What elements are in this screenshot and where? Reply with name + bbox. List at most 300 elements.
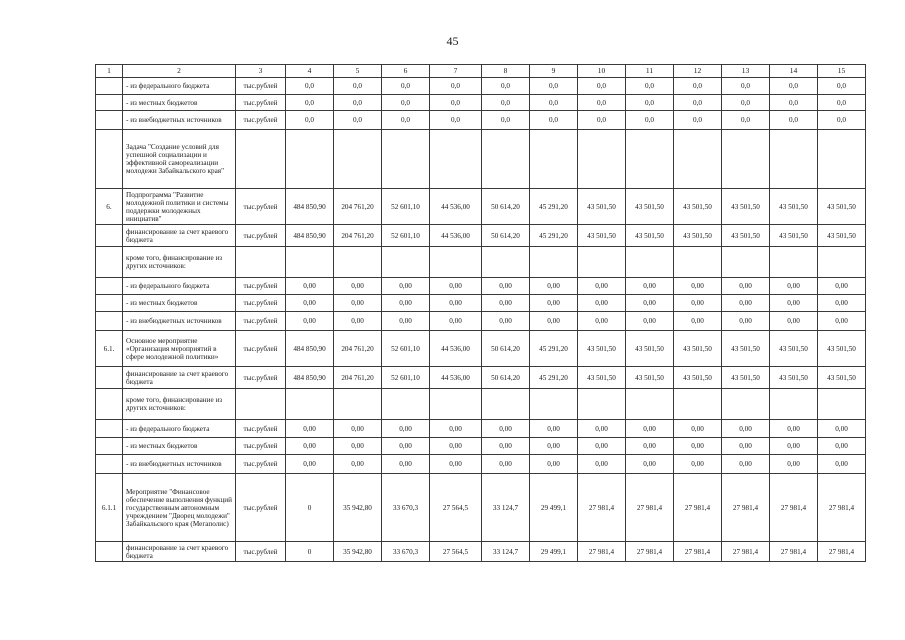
table-row	[96, 420, 866, 438]
row-name-cell: - из внебюджетных источников	[123, 312, 236, 331]
value-cell: 43 501,50	[770, 367, 818, 389]
value-cell: 43 501,50	[722, 225, 770, 247]
value-cell: 0,00	[674, 438, 722, 455]
value-cell: 45 291,20	[530, 331, 578, 367]
unit-cell: тыс.рублей	[236, 111, 286, 130]
value-cell: 43 501,50	[674, 331, 722, 367]
value-cell: 0,00	[482, 312, 530, 331]
value-cell: 27 981,4	[674, 474, 722, 542]
budget-table	[95, 64, 866, 562]
value-cell: 0,00	[286, 420, 334, 438]
value-cell	[578, 247, 626, 278]
value-cell: 0,00	[818, 278, 866, 295]
value-cell: 0,0	[382, 78, 430, 95]
value-cell	[674, 247, 722, 278]
value-cell	[382, 247, 430, 278]
unit-cell: тыс.рублей	[236, 455, 286, 474]
row-number-cell	[96, 247, 123, 278]
value-cell: 45 291,20	[530, 189, 578, 225]
value-cell: 0,0	[530, 78, 578, 95]
row-number-cell	[96, 438, 123, 455]
value-cell	[722, 130, 770, 189]
value-cell	[334, 389, 382, 420]
value-cell	[286, 247, 334, 278]
column-number: 1	[96, 65, 123, 78]
value-cell: 0,00	[626, 455, 674, 474]
value-cell: 43 501,50	[578, 225, 626, 247]
value-cell	[770, 130, 818, 189]
value-cell	[674, 130, 722, 189]
table-row	[96, 331, 866, 367]
value-cell: 0	[286, 542, 334, 562]
row-number-cell	[96, 455, 123, 474]
value-cell: 484 850,90	[286, 189, 334, 225]
value-cell	[334, 130, 382, 189]
row-number-cell	[96, 111, 123, 130]
value-cell: 0,00	[530, 278, 578, 295]
row-number-cell	[96, 278, 123, 295]
value-cell: 0,0	[818, 111, 866, 130]
value-cell: 0,00	[482, 420, 530, 438]
unit-cell: тыс.рублей	[236, 225, 286, 247]
value-cell: 33 124,7	[482, 474, 530, 542]
value-cell: 33 670,3	[382, 474, 430, 542]
value-cell: 50 614,20	[482, 189, 530, 225]
row-number-cell	[96, 95, 123, 111]
value-cell: 0,00	[770, 295, 818, 312]
column-number: 4	[286, 65, 334, 78]
value-cell	[578, 130, 626, 189]
value-cell	[382, 130, 430, 189]
value-cell: 0,00	[482, 295, 530, 312]
unit-cell: тыс.рублей	[236, 278, 286, 295]
unit-cell: тыс.рублей	[236, 331, 286, 367]
value-cell	[578, 389, 626, 420]
value-cell: 0,00	[430, 278, 482, 295]
value-cell: 0,00	[530, 420, 578, 438]
value-cell: 27 981,4	[818, 542, 866, 562]
row-name-cell: кроме того, финансирование из других источников:	[123, 247, 236, 278]
table-row	[96, 247, 866, 278]
value-cell	[674, 389, 722, 420]
value-cell: 0,0	[770, 111, 818, 130]
value-cell: 50 614,20	[482, 367, 530, 389]
column-number: 8	[482, 65, 530, 78]
row-number-cell	[96, 312, 123, 331]
unit-cell: тыс.рублей	[236, 542, 286, 562]
value-cell: 0,00	[382, 455, 430, 474]
value-cell: 0,00	[578, 438, 626, 455]
unit-cell	[236, 247, 286, 278]
value-cell: 0,00	[770, 312, 818, 331]
value-cell: 0,0	[530, 111, 578, 130]
unit-cell: тыс.рублей	[236, 367, 286, 389]
value-cell: 0,0	[430, 111, 482, 130]
value-cell: 0,00	[430, 420, 482, 438]
value-cell	[722, 247, 770, 278]
value-cell: 27 981,4	[578, 542, 626, 562]
value-cell: 0,0	[770, 95, 818, 111]
column-number: 3	[236, 65, 286, 78]
value-cell: 50 614,20	[482, 225, 530, 247]
row-name-cell: - из местных бюджетов	[123, 438, 236, 455]
value-cell: 0,0	[818, 78, 866, 95]
value-cell: 0,0	[578, 95, 626, 111]
value-cell: 43 501,50	[770, 331, 818, 367]
row-name-cell: финансирование за счет краевого бюджета	[123, 542, 236, 562]
column-number: 15	[818, 65, 866, 78]
table-row	[96, 189, 866, 225]
value-cell	[482, 247, 530, 278]
column-number: 10	[578, 65, 626, 78]
value-cell	[334, 247, 382, 278]
value-cell: 0,00	[286, 278, 334, 295]
value-cell: 0,0	[674, 111, 722, 130]
row-name-cell: - из федерального бюджета	[123, 420, 236, 438]
value-cell: 43 501,50	[722, 367, 770, 389]
value-cell	[626, 130, 674, 189]
column-number: 11	[626, 65, 674, 78]
value-cell: 0,00	[818, 455, 866, 474]
row-name-cell: финансирование за счет краевого бюджета	[123, 225, 236, 247]
value-cell: 0	[286, 474, 334, 542]
value-cell: 0,00	[334, 438, 382, 455]
value-cell: 52 601,10	[382, 189, 430, 225]
value-cell: 27 981,4	[770, 474, 818, 542]
value-cell	[722, 389, 770, 420]
column-number-row	[96, 65, 866, 78]
value-cell: 27 564,5	[430, 542, 482, 562]
value-cell: 0,00	[430, 438, 482, 455]
value-cell: 484 850,90	[286, 331, 334, 367]
unit-cell: тыс.рублей	[236, 189, 286, 225]
value-cell: 0,00	[626, 420, 674, 438]
value-cell: 204 761,20	[334, 189, 382, 225]
value-cell	[530, 247, 578, 278]
value-cell: 0,00	[334, 420, 382, 438]
value-cell: 43 501,50	[674, 367, 722, 389]
value-cell: 0,00	[770, 438, 818, 455]
column-number: 12	[674, 65, 722, 78]
value-cell: 0,00	[382, 438, 430, 455]
column-number: 5	[334, 65, 382, 78]
value-cell: 43 501,50	[722, 189, 770, 225]
value-cell: 0,00	[334, 455, 382, 474]
value-cell: 0,00	[382, 295, 430, 312]
value-cell: 43 501,50	[770, 225, 818, 247]
row-number-cell	[96, 78, 123, 95]
value-cell: 0,0	[382, 111, 430, 130]
table-row	[96, 111, 866, 130]
value-cell: 0,00	[818, 420, 866, 438]
table-body	[96, 65, 866, 562]
row-number-cell	[96, 225, 123, 247]
row-number-cell	[96, 389, 123, 420]
value-cell: 0,00	[818, 312, 866, 331]
table-row	[96, 367, 866, 389]
value-cell	[430, 130, 482, 189]
value-cell: 0,00	[286, 295, 334, 312]
value-cell	[626, 247, 674, 278]
value-cell: 0,00	[530, 295, 578, 312]
value-cell: 0,00	[382, 312, 430, 331]
value-cell: 43 501,50	[578, 367, 626, 389]
unit-cell	[236, 130, 286, 189]
value-cell	[482, 389, 530, 420]
value-cell: 0,00	[770, 278, 818, 295]
value-cell	[530, 389, 578, 420]
value-cell: 0,00	[722, 455, 770, 474]
table-row	[96, 389, 866, 420]
value-cell: 0,0	[430, 95, 482, 111]
value-cell: 0,00	[482, 455, 530, 474]
table-row	[96, 474, 866, 542]
value-cell: 33 670,3	[382, 542, 430, 562]
value-cell: 0,0	[722, 78, 770, 95]
unit-cell: тыс.рублей	[236, 438, 286, 455]
value-cell: 0,00	[674, 312, 722, 331]
row-name-cell: - из внебюджетных источников	[123, 455, 236, 474]
row-name-cell: - из федерального бюджета	[123, 78, 236, 95]
value-cell: 44 536,00	[430, 367, 482, 389]
table-row	[96, 438, 866, 455]
row-name-cell: - из местных бюджетов	[123, 295, 236, 312]
row-number-cell	[96, 130, 123, 189]
value-cell: 27 981,4	[674, 542, 722, 562]
value-cell	[818, 130, 866, 189]
value-cell: 27 981,4	[722, 542, 770, 562]
table-row	[96, 225, 866, 247]
column-number: 9	[530, 65, 578, 78]
table-row	[96, 295, 866, 312]
unit-cell: тыс.рублей	[236, 312, 286, 331]
table-row	[96, 312, 866, 331]
value-cell: 0,0	[334, 95, 382, 111]
value-cell: 0,0	[578, 111, 626, 130]
value-cell: 0,00	[626, 438, 674, 455]
value-cell: 0,0	[286, 78, 334, 95]
value-cell: 0,0	[626, 95, 674, 111]
value-cell: 0,00	[722, 438, 770, 455]
value-cell: 27 981,4	[578, 474, 626, 542]
value-cell: 0,00	[722, 278, 770, 295]
value-cell: 204 761,20	[334, 331, 382, 367]
column-number: 13	[722, 65, 770, 78]
value-cell: 0,00	[430, 455, 482, 474]
value-cell: 0,00	[626, 295, 674, 312]
value-cell: 0,0	[626, 78, 674, 95]
row-number-cell	[96, 420, 123, 438]
value-cell: 0,0	[578, 78, 626, 95]
table-row	[96, 78, 866, 95]
value-cell: 0,00	[770, 420, 818, 438]
value-cell: 43 501,50	[626, 331, 674, 367]
value-cell: 43 501,50	[722, 331, 770, 367]
row-name-cell: - из местных бюджетов	[123, 95, 236, 111]
value-cell: 0,00	[382, 278, 430, 295]
value-cell: 0,00	[286, 312, 334, 331]
unit-cell: тыс.рублей	[236, 420, 286, 438]
value-cell: 0,00	[578, 455, 626, 474]
value-cell: 0,00	[578, 420, 626, 438]
unit-cell: тыс.рублей	[236, 295, 286, 312]
value-cell: 0,0	[334, 78, 382, 95]
value-cell: 35 942,80	[334, 474, 382, 542]
value-cell: 0,0	[818, 95, 866, 111]
value-cell: 43 501,50	[818, 331, 866, 367]
value-cell: 0,00	[430, 312, 482, 331]
value-cell: 0,00	[482, 438, 530, 455]
value-cell: 44 536,00	[430, 189, 482, 225]
row-name-cell: Подпрограмма "Развитие молодежной политики и системы поддержки молодежных инициатив"	[123, 189, 236, 225]
value-cell: 0,00	[578, 278, 626, 295]
value-cell: 45 291,20	[530, 367, 578, 389]
value-cell: 0,0	[770, 78, 818, 95]
value-cell: 0,00	[770, 455, 818, 474]
row-name-cell: - из внебюджетных источников	[123, 111, 236, 130]
value-cell: 45 291,20	[530, 225, 578, 247]
value-cell: 484 850,90	[286, 367, 334, 389]
value-cell: 43 501,50	[770, 189, 818, 225]
value-cell: 44 536,00	[430, 331, 482, 367]
value-cell: 0,0	[530, 95, 578, 111]
unit-cell: тыс.рублей	[236, 78, 286, 95]
value-cell: 33 124,7	[482, 542, 530, 562]
value-cell: 0,00	[578, 312, 626, 331]
value-cell: 52 601,10	[382, 331, 430, 367]
value-cell: 27 564,5	[430, 474, 482, 542]
value-cell: 35 942,80	[334, 542, 382, 562]
value-cell: 27 981,4	[626, 542, 674, 562]
value-cell: 0,00	[482, 278, 530, 295]
value-cell	[770, 247, 818, 278]
table-row	[96, 455, 866, 474]
table-row	[96, 130, 866, 189]
row-name-cell: Задача "Создание условий для успешной социализации и эффективной самореализации молодежи Забайкальского края"	[123, 130, 236, 189]
value-cell: 43 501,50	[626, 225, 674, 247]
value-cell: 29 499,1	[530, 542, 578, 562]
unit-cell: тыс.рублей	[236, 474, 286, 542]
value-cell	[430, 389, 482, 420]
table-row	[96, 542, 866, 562]
value-cell: 0,00	[626, 312, 674, 331]
value-cell: 27 981,4	[818, 474, 866, 542]
row-number-cell	[96, 542, 123, 562]
value-cell: 0,00	[334, 278, 382, 295]
value-cell: 0,0	[722, 95, 770, 111]
value-cell: 0,00	[530, 438, 578, 455]
row-name-cell: финансирование за счет краевого бюджета	[123, 367, 236, 389]
value-cell: 0,0	[286, 111, 334, 130]
value-cell: 43 501,50	[818, 225, 866, 247]
row-name-cell: Мероприятие "Финансовое обеспечение выполнения функций государственным автономным учреждением "Дворец молодежи" Забайкальского края (Мегаполис)	[123, 474, 236, 542]
value-cell: 43 501,50	[578, 189, 626, 225]
value-cell	[382, 389, 430, 420]
value-cell	[818, 389, 866, 420]
value-cell: 50 614,20	[482, 331, 530, 367]
row-name-cell: кроме того, финансирование из других источников:	[123, 389, 236, 420]
unit-cell	[236, 389, 286, 420]
value-cell: 0,00	[818, 295, 866, 312]
value-cell: 0,0	[482, 78, 530, 95]
row-name-cell: Основное мероприятие «Организация мероприятий в сфере молодежной политики»	[123, 331, 236, 367]
value-cell: 52 601,10	[382, 225, 430, 247]
value-cell: 0,0	[626, 111, 674, 130]
value-cell: 0,00	[334, 312, 382, 331]
value-cell	[770, 389, 818, 420]
value-cell: 0,0	[482, 95, 530, 111]
value-cell: 204 761,20	[334, 225, 382, 247]
column-number: 6	[382, 65, 430, 78]
row-number-cell: 6.	[96, 189, 123, 225]
column-number: 14	[770, 65, 818, 78]
value-cell: 0,0	[674, 95, 722, 111]
value-cell: 0,0	[674, 78, 722, 95]
column-number: 2	[123, 65, 236, 78]
value-cell: 0,00	[382, 420, 430, 438]
value-cell: 0,00	[286, 438, 334, 455]
value-cell: 44 536,00	[430, 225, 482, 247]
row-number-cell: 6.1.1	[96, 474, 123, 542]
value-cell: 0,0	[286, 95, 334, 111]
value-cell: 0,0	[722, 111, 770, 130]
value-cell: 0,0	[482, 111, 530, 130]
row-number-cell	[96, 295, 123, 312]
value-cell	[626, 389, 674, 420]
value-cell: 0,00	[430, 295, 482, 312]
value-cell: 0,00	[578, 295, 626, 312]
row-number-cell	[96, 367, 123, 389]
value-cell	[482, 130, 530, 189]
value-cell: 0,00	[674, 455, 722, 474]
value-cell: 0,00	[722, 295, 770, 312]
value-cell: 0,00	[818, 438, 866, 455]
value-cell: 43 501,50	[818, 189, 866, 225]
value-cell: 43 501,50	[626, 367, 674, 389]
value-cell: 27 981,4	[626, 474, 674, 542]
value-cell: 0,00	[674, 278, 722, 295]
page-number: 45	[446, 34, 459, 48]
value-cell: 204 761,20	[334, 367, 382, 389]
value-cell: 0,00	[722, 312, 770, 331]
value-cell: 43 501,50	[578, 331, 626, 367]
table-row	[96, 95, 866, 111]
value-cell: 0,00	[530, 455, 578, 474]
value-cell: 27 981,4	[722, 474, 770, 542]
value-cell	[530, 130, 578, 189]
value-cell: 0,0	[430, 78, 482, 95]
value-cell: 0,00	[674, 295, 722, 312]
value-cell	[286, 130, 334, 189]
value-cell: 0,0	[334, 111, 382, 130]
value-cell: 0,00	[626, 278, 674, 295]
value-cell: 0,00	[722, 420, 770, 438]
value-cell: 0,0	[382, 95, 430, 111]
value-cell: 0,00	[530, 312, 578, 331]
row-name-cell: - из федерального бюджета	[123, 278, 236, 295]
value-cell: 484 850,90	[286, 225, 334, 247]
value-cell: 0,00	[286, 455, 334, 474]
row-number-cell: 6.1.	[96, 331, 123, 367]
value-cell: 52 601,10	[382, 367, 430, 389]
value-cell	[286, 389, 334, 420]
value-cell	[430, 247, 482, 278]
value-cell: 43 501,50	[674, 225, 722, 247]
value-cell: 43 501,50	[674, 189, 722, 225]
value-cell	[818, 247, 866, 278]
value-cell: 43 501,50	[626, 189, 674, 225]
unit-cell: тыс.рублей	[236, 95, 286, 111]
